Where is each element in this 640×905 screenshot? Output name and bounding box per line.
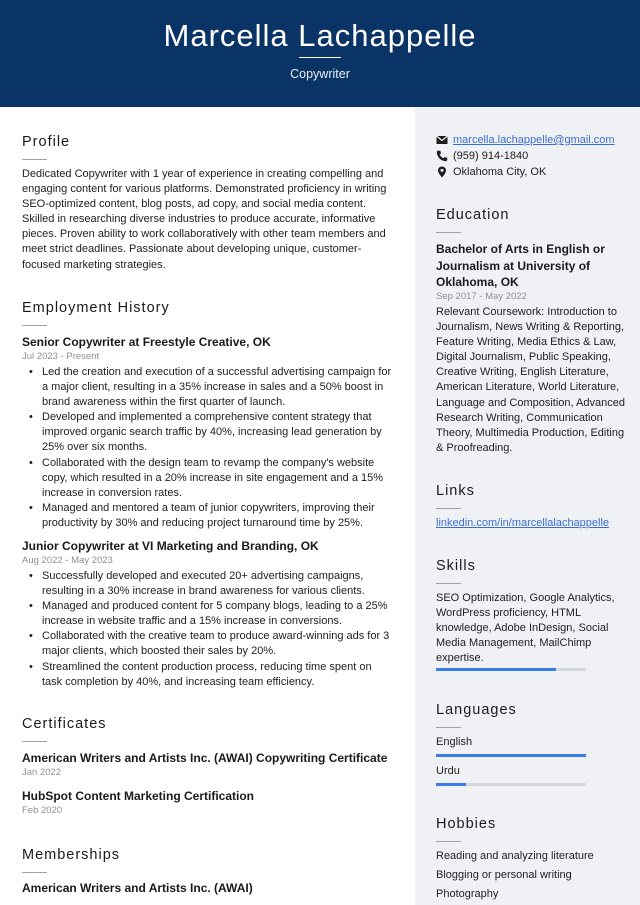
certificate-name: American Writers and Artists Inc. (AWAI) Copywriting Certificate xyxy=(22,751,388,765)
language-level-bar xyxy=(436,783,586,786)
employment-heading-rule xyxy=(22,325,47,326)
education-coursework: Relevant Coursework: Introduction to Journalism, News Writing & Reporting, Feature Writing, Media Ethics & Law, Digital Journalism, Public Speaking, Creative Writing, English Literature, American Literature, World Literature, Language and Composition, Advanced Research Writing, Communication Theory, Multimedia Production, Editing & Proofreading. xyxy=(436,306,625,454)
job-bullet: • Collaborated with the design team to revamp the company's website copy, which resulted in a 20% increase in site engagement and a 15% increase in conversion rates. xyxy=(22,456,394,501)
contact-email xyxy=(436,134,615,146)
job-bullets xyxy=(22,365,394,531)
phone-icon xyxy=(436,150,448,162)
job-bullet: • Successfully developed and executed 20+ advertising campaigns, resulting in a 30% increase in brand awareness for various clients. xyxy=(22,569,394,599)
header-divider xyxy=(299,57,341,58)
certificates-heading-rule xyxy=(22,741,47,742)
language-level-fill xyxy=(436,783,466,786)
job-dates: Aug 2022 - May 2023 xyxy=(22,555,113,566)
job-bullet: • Managed and mentored a team of junior copywriters, improving their productivity by 30% and reducing project turnaround time by 25%. xyxy=(22,501,394,531)
candidate-name: Marcella Lachappelle xyxy=(163,18,477,53)
phone-number: (959) 914-1840 xyxy=(453,150,529,162)
links-heading-rule xyxy=(436,508,461,509)
degree-title: Bachelor of Arts in English or Journalism at University of Oklahoma, OK xyxy=(436,242,605,290)
candidate-role: Copywriter xyxy=(290,67,350,81)
hobbies-heading: Hobbies xyxy=(436,816,497,832)
job-bullet: • Developed and implemented a comprehensive content strategy that improved organic search traffic by 40%, increasing lead generation by 25% over six months. xyxy=(22,410,394,455)
skills-text: SEO Optimization, Google Analytics, WordPress proficiency, HTML knowledge, Adobe InDesign, Social Media Management, MailChimp expertise. xyxy=(436,592,615,665)
profile-heading-rule xyxy=(22,159,47,160)
hobbies-heading-rule xyxy=(436,841,461,842)
profile-text: Dedicated Copywriter with 1 year of experience in creating compelling and engaging content for various platforms. Demonstrated proficiency in writing SEO-optimized content, blog posts, ad copy, and social media content. Skilled in researching diverse industries to produce accurate, informative pieces. Proven ability to work collaboratively with other team members and meet strict deadlines. Passionate about developing unique, customer-focused marketing strategies. xyxy=(22,168,387,271)
hobby-item: Reading and analyzing literature xyxy=(436,850,594,862)
map-pin-icon xyxy=(436,166,448,178)
memberships-heading: Memberships xyxy=(22,847,121,863)
contact-phone xyxy=(436,150,528,162)
profile-heading: Profile xyxy=(22,134,71,150)
hobby-item: Photography xyxy=(436,888,499,900)
email-link[interactable]: marcella.lachappelle@gmail.com xyxy=(453,134,615,146)
certificate-date: Feb 2020 xyxy=(22,805,63,816)
job-title: Senior Copywriter at Freestyle Creative, OK xyxy=(22,335,271,349)
job-bullet: • Managed and produced content for 5 company blogs, leading to a 25% increase in website traffic and a 15% increase in conversions. xyxy=(22,599,394,629)
links-heading: Links xyxy=(436,483,475,499)
education-heading-rule xyxy=(436,232,461,233)
skills-heading: Skills xyxy=(436,558,476,574)
languages-heading: Languages xyxy=(436,702,517,718)
job-dates: Jul 2023 - Present xyxy=(22,351,100,362)
job-bullets xyxy=(22,569,394,690)
job-bullet: • Led the creation and execution of a successful advertising campaign for a major client, resulting in a 35% increase in sales and a 50% boost in brand awareness within the first quarter of launch. xyxy=(22,365,394,410)
skill-level-bar xyxy=(436,668,586,671)
memberships-heading-rule xyxy=(22,872,47,873)
languages-heading-rule xyxy=(436,727,461,728)
contact-location xyxy=(436,166,546,178)
skill-level-fill xyxy=(436,668,556,671)
job-bullet: • Collaborated with the creative team to produce award-winning ads for 3 major clients, which boosted their sales by 20%. xyxy=(22,629,394,659)
certificate-name: HubSpot Content Marketing Certification xyxy=(22,789,254,803)
language-name: English xyxy=(436,736,473,748)
language-name: Urdu xyxy=(436,765,460,777)
certificates-heading: Certificates xyxy=(22,716,107,732)
job-title: Junior Copywriter at VI Marketing and Branding, OK xyxy=(22,539,319,553)
language-level-bar xyxy=(436,754,586,757)
envelope-icon xyxy=(436,134,448,146)
resume-header xyxy=(0,0,640,107)
membership-name: American Writers and Artists Inc. (AWAI) xyxy=(22,881,253,895)
language-level-fill xyxy=(436,754,586,757)
employment-heading: Employment History xyxy=(22,300,170,316)
linkedin-link[interactable]: linkedin.com/in/marcellalachappelle xyxy=(436,517,610,529)
job-bullet: • Streamlined the content production process, reducing time spent on task completion by 40%, and increasing team efficiency. xyxy=(22,660,394,690)
education-heading: Education xyxy=(436,207,510,223)
location-text: Oklahoma City, OK xyxy=(453,166,547,178)
hobby-item: Blogging or personal writing xyxy=(436,869,572,881)
education-dates: Sep 2017 - May 2022 xyxy=(436,291,527,302)
skills-heading-rule xyxy=(436,583,461,584)
certificate-date: Jan 2022 xyxy=(22,767,62,778)
